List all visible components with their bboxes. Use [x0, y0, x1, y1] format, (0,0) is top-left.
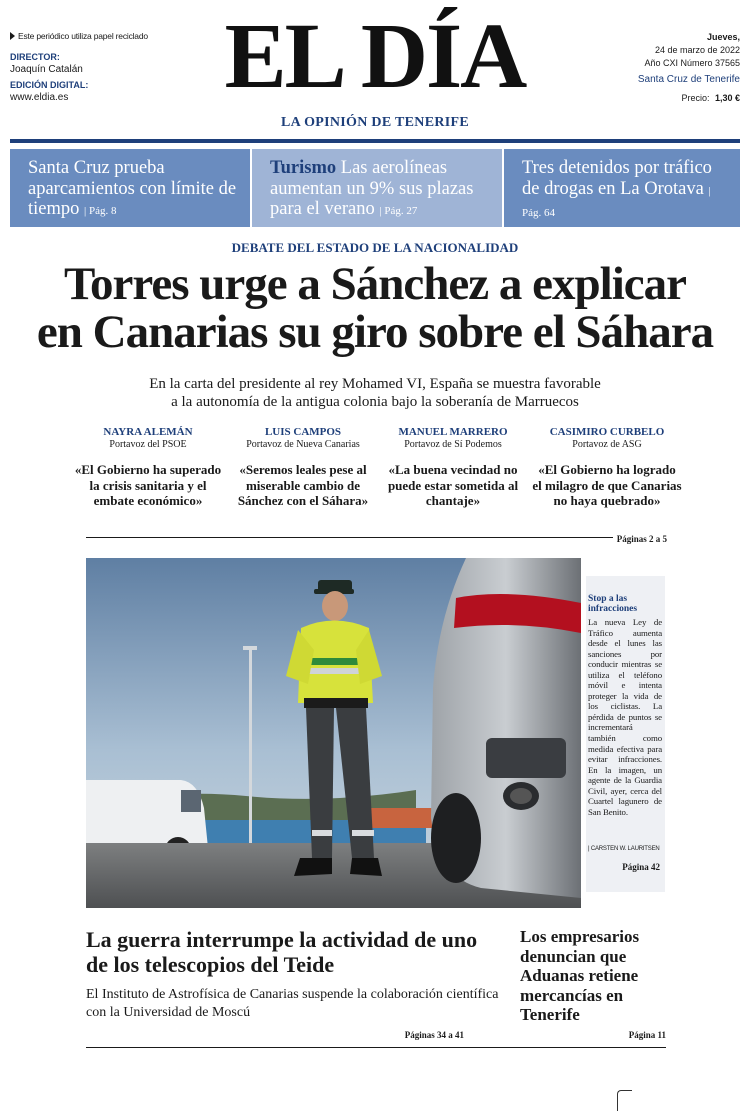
edition-name: Santa Cruz de Tenerife: [637, 74, 740, 85]
speaker-quote: «El Gobierno ha logrado el milagro de que Canarias no haya quebrado»: [532, 462, 682, 508]
speaker-role: Portavoz del PSOE: [109, 439, 187, 450]
quote-column-aleman: [73, 426, 223, 509]
caption-body: La nueva Ley de Tráfico aumenta desde el lunes las sanciones por conducir mientras se utiliza el teléfono móvil e intenta proteger la vida de los ciclistas. La pérdida de puntos se incrementará también como medida efectiva para evitar infracciones. En la imagen, un agente de la Guardia Civil, ayer, cerca del Cuartel lagunero de San Benito.: [588, 617, 662, 817]
issue-date: 24 de marzo de 2022: [654, 45, 740, 55]
main-story-pages: Páginas 2 a 5: [613, 534, 667, 544]
newspaper-logo: EL DÍA: [224, 5, 526, 108]
speaker-role: Portavoz de Nueva Canarias: [246, 439, 360, 450]
speaker-quote: «Seremos leales pese al miserable cambio de Sánchez con el Sáhara»: [237, 462, 369, 508]
speaker-quote: «La buena vecindad no puede estar sometida al chantaje»: [387, 462, 519, 508]
quote-column-marrero: [378, 426, 528, 509]
section-divider: [86, 537, 656, 538]
speaker-name: CASIMIRO CURBELO: [549, 426, 665, 438]
issue-number: Año CXI Número 37565: [644, 58, 740, 68]
teaser-tag: Turismo: [270, 158, 337, 178]
main-photo-guardia-civil[interactable]: [86, 558, 581, 908]
caption-title: Stop a las infracciones: [588, 594, 638, 614]
speaker-role: Portavoz de Sí Podemos: [404, 439, 502, 450]
price-line: [681, 93, 740, 103]
telescope-subhead: El Instituto de Astrofísica de Canarias suspende la colaboración científica con la Universidad de Moscú: [86, 987, 499, 1020]
teaser-page: | Pág. 27: [379, 205, 418, 217]
speaker-name: LUIS CAMPOS: [264, 426, 342, 438]
price-value: 1,30 €: [714, 93, 740, 103]
photo-illustration: [86, 558, 581, 908]
headline-line-2: en Canarias su giro sobre el Sáhara: [36, 306, 714, 358]
customs-headline[interactable]: Los empresarios denuncian que Aduanas retiene mercancías en Tenerife: [520, 927, 640, 1024]
telescope-pages: Páginas 34 a 41: [404, 1030, 464, 1040]
quote-column-campos: [228, 426, 378, 509]
teaser-parking[interactable]: [10, 149, 250, 227]
speaker-quote: «El Gobierno ha superado la crisis sanitaria y el embate económico»: [74, 462, 222, 508]
main-kicker: DEBATE DEL ESTADO DE LA NACIONALIDAD: [231, 240, 519, 255]
teaser-text: Santa Cruz prueba aparcamientos con límite de tiempo: [28, 158, 237, 219]
customs-page: Página 11: [628, 1030, 666, 1040]
director-label: DIRECTOR:: [10, 52, 60, 62]
main-headline[interactable]: [0, 260, 750, 356]
teaser-page: | Pág. 64: [522, 184, 711, 219]
price-label: Precio:: [681, 93, 710, 103]
corner-mark: [617, 1090, 632, 1111]
speaker-name: MANUEL MARRERO: [398, 426, 508, 438]
photo-credit: | CARSTEN W. LAURITSEN: [588, 846, 660, 852]
telescope-headline[interactable]: La guerra interrumpe la actividad de uno de los telescopios del Teide: [86, 927, 478, 977]
quote-column-curbelo: [532, 426, 682, 509]
caption-page: Página 42: [622, 862, 660, 872]
teaser-text: Las aerolíneas aumentan un 9% sus plazas para el verano: [270, 158, 474, 219]
newspaper-slogan: LA OPINIÓN DE TENERIFE: [281, 115, 469, 130]
director-name: Joaquín Catalán: [10, 64, 83, 75]
subhead-line-1: En la carta del presidente al rey Mohamed VI, España se muestra favorable: [149, 376, 601, 392]
issue-weekday: Jueves,: [706, 32, 740, 42]
recycled-paper-note: Este periódico utiliza papel reciclado: [10, 31, 148, 41]
speaker-name: NAYRA ALEMÁN: [103, 426, 193, 438]
masthead-rule: [10, 139, 740, 143]
main-subhead: [0, 375, 750, 411]
teaser-text: Tres detenidos por tráfico de drogas en La Orotava: [522, 158, 712, 199]
speaker-role: Portavoz de ASG: [572, 439, 642, 450]
digital-edition-url[interactable]: www.eldia.es: [10, 92, 69, 103]
digital-edition-label: EDICIÓN DIGITAL:: [10, 80, 89, 90]
teaser-page: | Pág. 8: [84, 205, 117, 217]
bottom-divider: [86, 1047, 666, 1048]
headline-line-1: Torres urge a Sánchez a explicar: [63, 258, 686, 310]
teaser-drugs[interactable]: [504, 149, 740, 227]
subhead-line-2: a la autonomía de la antigua colonia bajo la soberanía de Marruecos: [171, 394, 579, 410]
teaser-tourism[interactable]: [252, 149, 502, 227]
